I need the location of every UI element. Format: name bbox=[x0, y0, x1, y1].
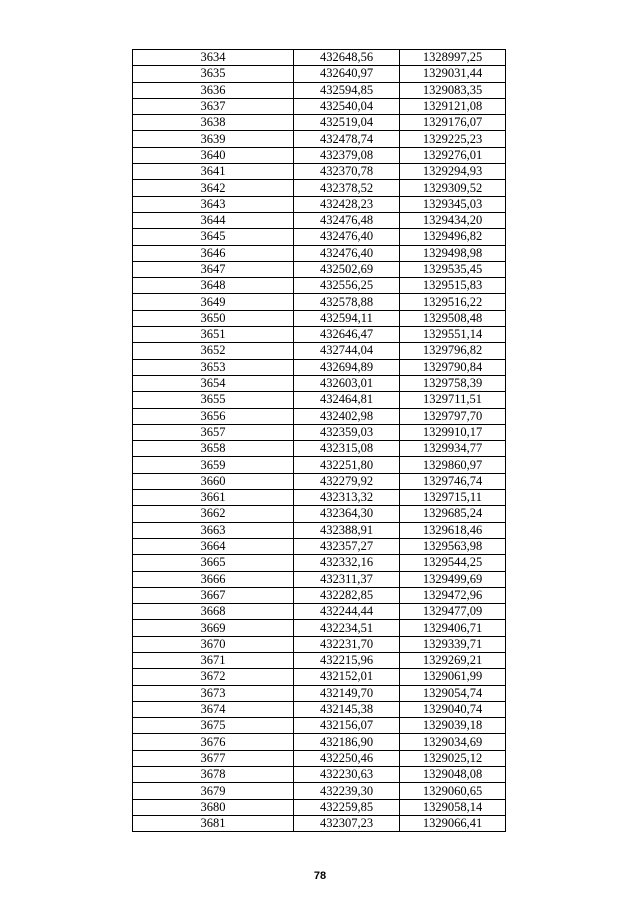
point-number-cell: 3664 bbox=[133, 538, 294, 554]
y-coordinate-cell: 1329339,71 bbox=[400, 636, 506, 652]
y-coordinate-cell: 1329309,52 bbox=[400, 180, 506, 196]
x-coordinate-cell: 432145,38 bbox=[294, 701, 400, 717]
table-row bbox=[133, 261, 506, 277]
x-coordinate-cell: 432259,85 bbox=[294, 799, 400, 815]
x-coordinate-cell: 432279,92 bbox=[294, 473, 400, 489]
point-number-cell: 3655 bbox=[133, 392, 294, 408]
point-number-cell: 3658 bbox=[133, 441, 294, 457]
point-number-cell: 3676 bbox=[133, 734, 294, 750]
x-coordinate-cell: 432594,85 bbox=[294, 82, 400, 98]
point-number-cell: 3645 bbox=[133, 229, 294, 245]
table-row bbox=[133, 555, 506, 571]
table-row bbox=[133, 164, 506, 180]
x-coordinate-cell: 432332,16 bbox=[294, 555, 400, 571]
point-number-cell: 3648 bbox=[133, 278, 294, 294]
point-number-cell: 3638 bbox=[133, 115, 294, 131]
y-coordinate-cell: 1329406,71 bbox=[400, 620, 506, 636]
table-row bbox=[133, 66, 506, 82]
table-row bbox=[133, 196, 506, 212]
point-number-cell: 3672 bbox=[133, 669, 294, 685]
y-coordinate-cell: 1329472,96 bbox=[400, 587, 506, 603]
x-coordinate-cell: 432251,80 bbox=[294, 457, 400, 473]
point-number-cell: 3649 bbox=[133, 294, 294, 310]
x-coordinate-cell: 432378,52 bbox=[294, 180, 400, 196]
y-coordinate-cell: 1329746,74 bbox=[400, 473, 506, 489]
point-number-cell: 3652 bbox=[133, 343, 294, 359]
y-coordinate-cell: 1329796,82 bbox=[400, 343, 506, 359]
y-coordinate-cell: 1329618,46 bbox=[400, 522, 506, 538]
point-number-cell: 3673 bbox=[133, 685, 294, 701]
y-coordinate-cell: 1329061,99 bbox=[400, 669, 506, 685]
table-row bbox=[133, 131, 506, 147]
x-coordinate-cell: 432311,37 bbox=[294, 571, 400, 587]
table-row bbox=[133, 245, 506, 261]
x-coordinate-cell: 432648,56 bbox=[294, 50, 400, 66]
y-coordinate-cell: 1329031,44 bbox=[400, 66, 506, 82]
y-coordinate-cell: 1329294,93 bbox=[400, 164, 506, 180]
y-coordinate-cell: 1329551,14 bbox=[400, 327, 506, 343]
point-number-cell: 3669 bbox=[133, 620, 294, 636]
table-row bbox=[133, 506, 506, 522]
point-number-cell: 3644 bbox=[133, 212, 294, 228]
table-row bbox=[133, 669, 506, 685]
table-row bbox=[133, 750, 506, 766]
x-coordinate-cell: 432594,11 bbox=[294, 310, 400, 326]
table-row bbox=[133, 424, 506, 440]
table-row bbox=[133, 538, 506, 554]
table-row bbox=[133, 815, 506, 831]
table-row bbox=[133, 294, 506, 310]
table-row bbox=[133, 50, 506, 66]
point-number-cell: 3657 bbox=[133, 424, 294, 440]
x-coordinate-cell: 432476,40 bbox=[294, 245, 400, 261]
y-coordinate-cell: 1329711,51 bbox=[400, 392, 506, 408]
table-row bbox=[133, 212, 506, 228]
coordinates-table bbox=[132, 49, 506, 832]
x-coordinate-cell: 432744,04 bbox=[294, 343, 400, 359]
x-coordinate-cell: 432156,07 bbox=[294, 718, 400, 734]
x-coordinate-cell: 432231,70 bbox=[294, 636, 400, 652]
x-coordinate-cell: 432540,04 bbox=[294, 98, 400, 114]
y-coordinate-cell: 1329066,41 bbox=[400, 815, 506, 831]
coordinates-table-body bbox=[133, 50, 506, 832]
table-row bbox=[133, 82, 506, 98]
y-coordinate-cell: 1329685,24 bbox=[400, 506, 506, 522]
x-coordinate-cell: 432239,30 bbox=[294, 783, 400, 799]
point-number-cell: 3678 bbox=[133, 767, 294, 783]
point-number-cell: 3653 bbox=[133, 359, 294, 375]
point-number-cell: 3642 bbox=[133, 180, 294, 196]
point-number-cell: 3679 bbox=[133, 783, 294, 799]
point-number-cell: 3681 bbox=[133, 815, 294, 831]
y-coordinate-cell: 1329054,74 bbox=[400, 685, 506, 701]
x-coordinate-cell: 432244,44 bbox=[294, 604, 400, 620]
point-number-cell: 3654 bbox=[133, 375, 294, 391]
x-coordinate-cell: 432370,78 bbox=[294, 164, 400, 180]
point-number-cell: 3637 bbox=[133, 98, 294, 114]
x-coordinate-cell: 432357,27 bbox=[294, 538, 400, 554]
y-coordinate-cell: 1329910,17 bbox=[400, 424, 506, 440]
y-coordinate-cell: 1329498,98 bbox=[400, 245, 506, 261]
point-number-cell: 3643 bbox=[133, 196, 294, 212]
x-coordinate-cell: 432603,01 bbox=[294, 375, 400, 391]
x-coordinate-cell: 432578,88 bbox=[294, 294, 400, 310]
y-coordinate-cell: 1329060,65 bbox=[400, 783, 506, 799]
table-row bbox=[133, 734, 506, 750]
point-number-cell: 3675 bbox=[133, 718, 294, 734]
point-number-cell: 3641 bbox=[133, 164, 294, 180]
point-number-cell: 3647 bbox=[133, 261, 294, 277]
x-coordinate-cell: 432694,89 bbox=[294, 359, 400, 375]
table-row bbox=[133, 587, 506, 603]
x-coordinate-cell: 432476,48 bbox=[294, 212, 400, 228]
x-coordinate-cell: 432464,81 bbox=[294, 392, 400, 408]
table-row bbox=[133, 604, 506, 620]
table-row bbox=[133, 147, 506, 163]
table-row bbox=[133, 408, 506, 424]
table-row bbox=[133, 652, 506, 668]
y-coordinate-cell: 1329058,14 bbox=[400, 799, 506, 815]
point-number-cell: 3665 bbox=[133, 555, 294, 571]
y-coordinate-cell: 1329083,35 bbox=[400, 82, 506, 98]
y-coordinate-cell: 1329563,98 bbox=[400, 538, 506, 554]
table-row bbox=[133, 98, 506, 114]
table-row bbox=[133, 375, 506, 391]
y-coordinate-cell: 1328997,25 bbox=[400, 50, 506, 66]
y-coordinate-cell: 1329048,08 bbox=[400, 767, 506, 783]
x-coordinate-cell: 432186,90 bbox=[294, 734, 400, 750]
table-row bbox=[133, 718, 506, 734]
table-row bbox=[133, 327, 506, 343]
table-row bbox=[133, 278, 506, 294]
point-number-cell: 3663 bbox=[133, 522, 294, 538]
x-coordinate-cell: 432234,51 bbox=[294, 620, 400, 636]
x-coordinate-cell: 432315,08 bbox=[294, 441, 400, 457]
x-coordinate-cell: 432478,74 bbox=[294, 131, 400, 147]
y-coordinate-cell: 1329790,84 bbox=[400, 359, 506, 375]
table-row bbox=[133, 392, 506, 408]
table-row bbox=[133, 359, 506, 375]
point-number-cell: 3640 bbox=[133, 147, 294, 163]
point-number-cell: 3662 bbox=[133, 506, 294, 522]
point-number-cell: 3661 bbox=[133, 490, 294, 506]
y-coordinate-cell: 1329499,69 bbox=[400, 571, 506, 587]
table-row bbox=[133, 571, 506, 587]
point-number-cell: 3674 bbox=[133, 701, 294, 717]
table-row bbox=[133, 441, 506, 457]
x-coordinate-cell: 432313,32 bbox=[294, 490, 400, 506]
y-coordinate-cell: 1329516,22 bbox=[400, 294, 506, 310]
table-row bbox=[133, 115, 506, 131]
y-coordinate-cell: 1329758,39 bbox=[400, 375, 506, 391]
x-coordinate-cell: 432428,23 bbox=[294, 196, 400, 212]
y-coordinate-cell: 1329225,23 bbox=[400, 131, 506, 147]
x-coordinate-cell: 432402,98 bbox=[294, 408, 400, 424]
y-coordinate-cell: 1329496,82 bbox=[400, 229, 506, 245]
x-coordinate-cell: 432646,47 bbox=[294, 327, 400, 343]
x-coordinate-cell: 432640,97 bbox=[294, 66, 400, 82]
x-coordinate-cell: 432519,04 bbox=[294, 115, 400, 131]
x-coordinate-cell: 432502,69 bbox=[294, 261, 400, 277]
point-number-cell: 3650 bbox=[133, 310, 294, 326]
point-number-cell: 3677 bbox=[133, 750, 294, 766]
point-number-cell: 3671 bbox=[133, 652, 294, 668]
page-number: 78 bbox=[313, 870, 327, 882]
y-coordinate-cell: 1329934,77 bbox=[400, 441, 506, 457]
y-coordinate-cell: 1329034,69 bbox=[400, 734, 506, 750]
x-coordinate-cell: 432149,70 bbox=[294, 685, 400, 701]
x-coordinate-cell: 432230,63 bbox=[294, 767, 400, 783]
y-coordinate-cell: 1329176,07 bbox=[400, 115, 506, 131]
y-coordinate-cell: 1329269,21 bbox=[400, 652, 506, 668]
y-coordinate-cell: 1329515,83 bbox=[400, 278, 506, 294]
x-coordinate-cell: 432388,91 bbox=[294, 522, 400, 538]
point-number-cell: 3670 bbox=[133, 636, 294, 652]
table-row bbox=[133, 685, 506, 701]
y-coordinate-cell: 1329544,25 bbox=[400, 555, 506, 571]
table-row bbox=[133, 457, 506, 473]
table-row bbox=[133, 229, 506, 245]
point-number-cell: 3656 bbox=[133, 408, 294, 424]
y-coordinate-cell: 1329025,12 bbox=[400, 750, 506, 766]
point-number-cell: 3667 bbox=[133, 587, 294, 603]
point-number-cell: 3646 bbox=[133, 245, 294, 261]
point-number-cell: 3639 bbox=[133, 131, 294, 147]
y-coordinate-cell: 1329121,08 bbox=[400, 98, 506, 114]
y-coordinate-cell: 1329039,18 bbox=[400, 718, 506, 734]
point-number-cell: 3659 bbox=[133, 457, 294, 473]
x-coordinate-cell: 432556,25 bbox=[294, 278, 400, 294]
x-coordinate-cell: 432215,96 bbox=[294, 652, 400, 668]
table-row bbox=[133, 620, 506, 636]
y-coordinate-cell: 1329797,70 bbox=[400, 408, 506, 424]
point-number-cell: 3660 bbox=[133, 473, 294, 489]
y-coordinate-cell: 1329345,03 bbox=[400, 196, 506, 212]
table-row bbox=[133, 636, 506, 652]
table-row bbox=[133, 343, 506, 359]
y-coordinate-cell: 1329860,97 bbox=[400, 457, 506, 473]
point-number-cell: 3666 bbox=[133, 571, 294, 587]
y-coordinate-cell: 1329276,01 bbox=[400, 147, 506, 163]
x-coordinate-cell: 432359,03 bbox=[294, 424, 400, 440]
point-number-cell: 3635 bbox=[133, 66, 294, 82]
y-coordinate-cell: 1329715,11 bbox=[400, 490, 506, 506]
point-number-cell: 3636 bbox=[133, 82, 294, 98]
x-coordinate-cell: 432152,01 bbox=[294, 669, 400, 685]
table-row bbox=[133, 473, 506, 489]
table-row bbox=[133, 310, 506, 326]
table-row bbox=[133, 783, 506, 799]
x-coordinate-cell: 432476,40 bbox=[294, 229, 400, 245]
table-row bbox=[133, 701, 506, 717]
point-number-cell: 3634 bbox=[133, 50, 294, 66]
x-coordinate-cell: 432364,30 bbox=[294, 506, 400, 522]
x-coordinate-cell: 432282,85 bbox=[294, 587, 400, 603]
y-coordinate-cell: 1329535,45 bbox=[400, 261, 506, 277]
table-row bbox=[133, 490, 506, 506]
table-row bbox=[133, 767, 506, 783]
point-number-cell: 3680 bbox=[133, 799, 294, 815]
x-coordinate-cell: 432307,23 bbox=[294, 815, 400, 831]
y-coordinate-cell: 1329508,48 bbox=[400, 310, 506, 326]
y-coordinate-cell: 1329434,20 bbox=[400, 212, 506, 228]
x-coordinate-cell: 432250,46 bbox=[294, 750, 400, 766]
x-coordinate-cell: 432379,08 bbox=[294, 147, 400, 163]
y-coordinate-cell: 1329040,74 bbox=[400, 701, 506, 717]
y-coordinate-cell: 1329477,09 bbox=[400, 604, 506, 620]
point-number-cell: 3668 bbox=[133, 604, 294, 620]
point-number-cell: 3651 bbox=[133, 327, 294, 343]
table-row bbox=[133, 522, 506, 538]
table-row bbox=[133, 799, 506, 815]
table-row bbox=[133, 180, 506, 196]
